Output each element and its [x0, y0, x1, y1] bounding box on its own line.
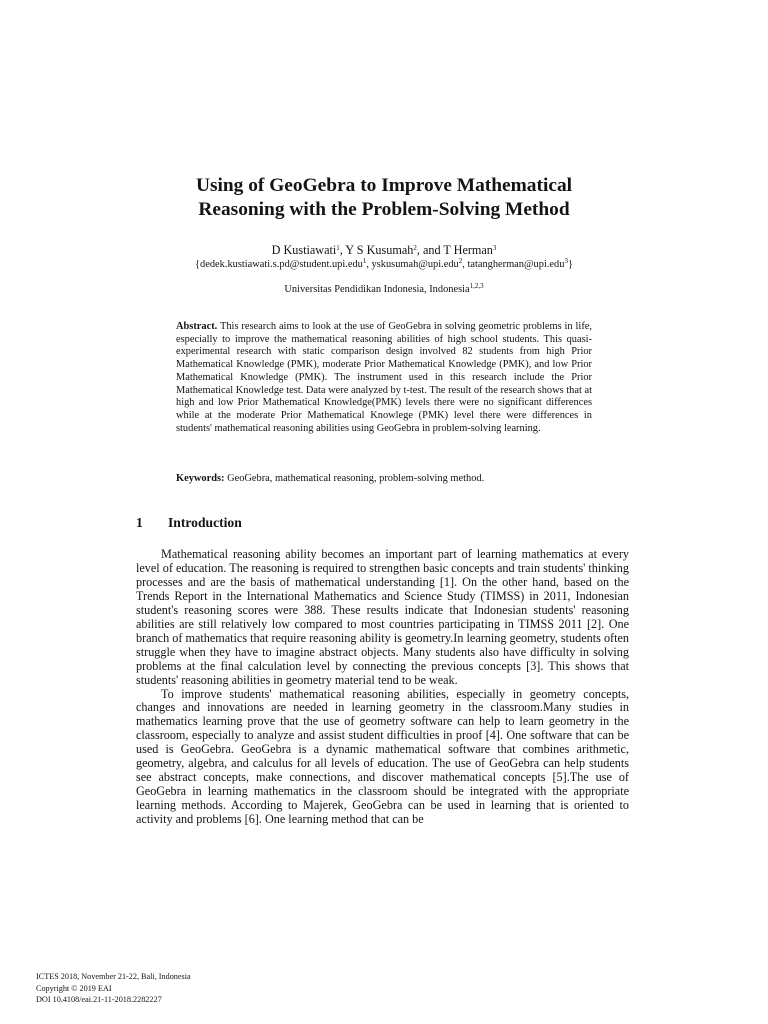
affiliation-mark: 1,2,3 [469, 282, 484, 290]
author-list [100, 243, 668, 257]
footer-notice [36, 971, 191, 1006]
affiliation [100, 283, 668, 296]
author-email: , tatangherman@upi.edu [462, 259, 565, 270]
email-affiliation-mark: 2 [458, 257, 463, 265]
paper-title-line-2: Reasoning with the Problem-Solving Method [198, 198, 570, 220]
body-text [136, 548, 629, 827]
author-email: {dedek.kustiawati.s.pd@student.upi.edu [195, 259, 363, 270]
author-name: D Kustiawati [271, 243, 337, 257]
author-name: Y S Kusumah [345, 243, 414, 257]
email-brace: } [567, 259, 573, 270]
paper-title [120, 174, 648, 221]
section-heading [136, 515, 242, 531]
author-affiliation-mark: 1 [336, 244, 340, 252]
keywords-text: GeoGebra, mathematical reasoning, problem-solving method. [227, 473, 485, 484]
email-affiliation-mark: 3 [564, 257, 568, 265]
author-email: , yskusumah@upi.edu [366, 259, 459, 270]
doi-text: DOI 10.4108/eai.21-11-2018.2282227 [36, 995, 162, 1004]
keywords [176, 472, 592, 485]
keywords-label: Keywords: [176, 473, 225, 484]
author-separator: , [339, 243, 346, 257]
author-affiliation-mark: 2 [413, 244, 417, 252]
conference-info: ICTES 2018, November 21-22, Bali, Indonesia [36, 972, 191, 981]
author-affiliation-mark: 3 [492, 244, 497, 252]
paper-title-line-1: Using of GeoGebra to Improve Mathematical [195, 175, 573, 196]
author-emails [100, 258, 668, 271]
abstract [176, 321, 592, 435]
body-paragraph: Mathematical reasoning ability becomes an important part of learning mathematics at every level of education. The reasoning is required to strengthen basic concepts and train students' thinking processes and are the basis of mathematical understanding [1]. On the other hand, based on the Trends Report in the International Mathematics and Science Study (TIMSS) in 2011, Indonesian student's reasoning scores were 388. These results indicate that Indonesian students' reasoning abilities are still relatively low compared to most countries participating in TIMSS 2011 [2]. One branch of mathematics that require reasoning ability is geometry.In learning geometry, students often struggle when they have to imagine abstract objects. Many students also have difficulty in solving problems at the final calculation level by connecting the previous concepts [3]. This shows that students' reasoning abilities in geometry material tend to be weak. [136, 547, 629, 687]
author-name: T Herman [443, 243, 493, 257]
section-number: 1 [136, 515, 143, 530]
abstract-label: Abstract. [176, 321, 218, 332]
affiliation-name: Universitas Pendidikan Indonesia, Indonesia [284, 284, 470, 295]
author-separator: , and [416, 243, 444, 257]
abstract-text: This research aims to look at the use of GeoGebra in solving geometric problems in life, especially to improve the mathematical reasoning abilities of high school students. This quasi-experimental research with static comparison design involved 82 students from high Prior Mathematical Knowledge (PMK), moderate Prior Mathematical Knowledge (PMK), and low Prior Mathematical Knowledge (PMK). The instrument used in this research include the Prior Mathematical Knowledge test. Data were analyzed by t-test. The result of the research shows that at high and low Prior Mathematical Knowledge(PMK) levels there were no significant differences while at the moderate Prior Mathematical Knowlege (PMK) level there were differences in students' mathematical reasoning abilities using GeoGebra in problem-solving learning. [176, 321, 592, 434]
section-title: Introduction [168, 515, 242, 530]
email-affiliation-mark: 1 [362, 257, 367, 265]
copyright-notice: Copyright © 2019 EAI [36, 983, 112, 993]
body-paragraph: To improve students' mathematical reasoning abilities, especially in geometry concepts, changes and innovations are needed in learning geometry in the classroom.Many studies in mathematics learning prove that the use of geometry software can help to learn geometry in the classroom, especially to analyze and assist student difficulties in proof [4]. One software that can be used is GeoGebra. GeoGebra is a dynamic mathematical software that combines arithmetic, geometry, algebra, and calculus for all levels of education. The use of GeoGebra can help students see abstract concepts, make connections, and discover mathematical concepts [5].The use of GeoGebra in learning mathematics in the classroom should be integrated with the appropriate learning methods. According to Majerek, GeoGebra can be used in learning that is oriented to activity and problems [6]. One learning method that can be [136, 686, 629, 827]
